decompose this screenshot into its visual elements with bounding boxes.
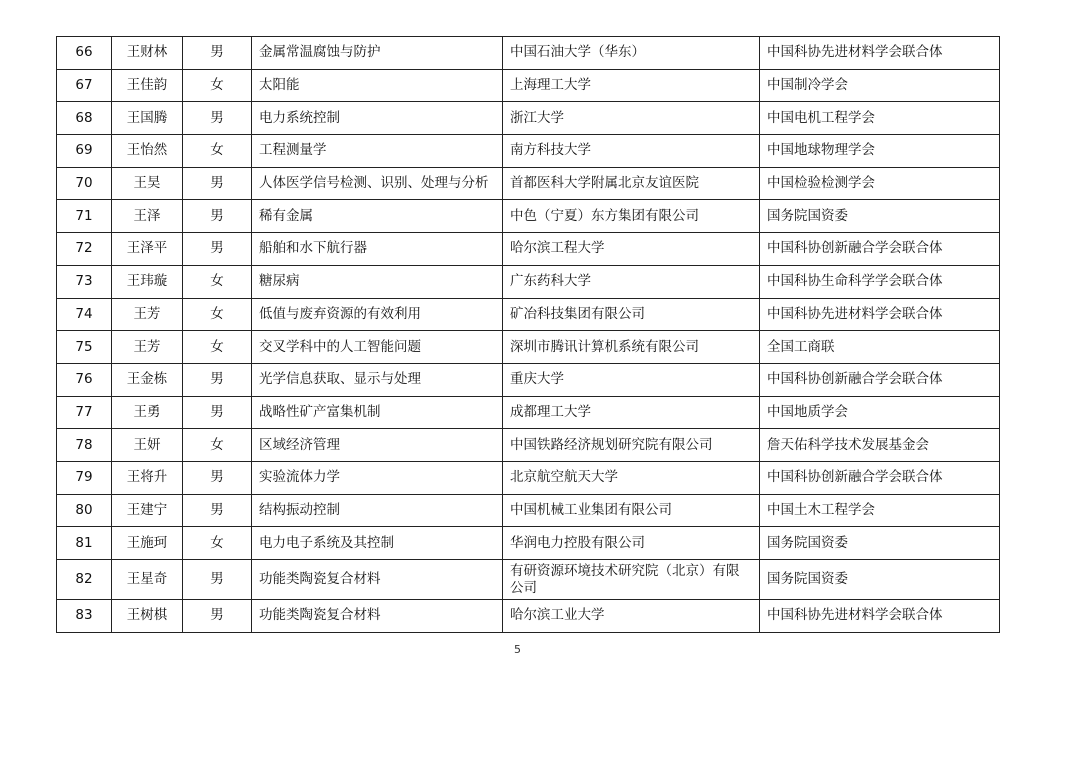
research-field: 功能类陶瓷复合材料 xyxy=(252,560,503,600)
table-row xyxy=(57,200,1000,233)
research-field: 糖尿病 xyxy=(252,265,503,298)
gender: 男 xyxy=(183,461,252,494)
work-unit: 中国铁路经济规划研究院有限公司 xyxy=(503,429,760,462)
nominating-body: 中国制冷学会 xyxy=(760,69,1000,102)
person-name: 王星奇 xyxy=(112,560,183,600)
research-field: 工程测量学 xyxy=(252,135,503,168)
table-row xyxy=(57,69,1000,102)
gender: 女 xyxy=(183,331,252,364)
row-number: 73 xyxy=(57,265,112,298)
person-name: 王怡然 xyxy=(112,135,183,168)
row-number: 79 xyxy=(57,461,112,494)
gender: 女 xyxy=(183,298,252,331)
table-row xyxy=(57,429,1000,462)
row-number: 77 xyxy=(57,396,112,429)
research-field: 人体医学信号检测、识别、处理与分析 xyxy=(252,167,503,200)
row-number: 82 xyxy=(57,560,112,600)
work-unit: 南方科技大学 xyxy=(503,135,760,168)
person-name: 王芳 xyxy=(112,331,183,364)
work-unit: 浙江大学 xyxy=(503,102,760,135)
person-name: 王国腾 xyxy=(112,102,183,135)
nominating-body: 国务院国资委 xyxy=(760,527,1000,560)
work-unit: 哈尔滨工程大学 xyxy=(503,233,760,266)
work-unit: 中国机械工业集团有限公司 xyxy=(503,494,760,527)
gender: 女 xyxy=(183,135,252,168)
research-field: 交叉学科中的人工智能问题 xyxy=(252,331,503,364)
nominating-body: 中国地质学会 xyxy=(760,396,1000,429)
candidate-table xyxy=(56,36,1000,633)
row-number: 78 xyxy=(57,429,112,462)
gender: 女 xyxy=(183,429,252,462)
row-number: 71 xyxy=(57,200,112,233)
work-unit: 首都医科大学附属北京友谊医院 xyxy=(503,167,760,200)
nominating-body: 全国工商联 xyxy=(760,331,1000,364)
table-row xyxy=(57,600,1000,633)
work-unit: 上海理工大学 xyxy=(503,69,760,102)
row-number: 80 xyxy=(57,494,112,527)
nominating-body: 国务院国资委 xyxy=(760,200,1000,233)
nominating-body: 中国科协先进材料学会联合体 xyxy=(760,600,1000,633)
person-name: 王建宁 xyxy=(112,494,183,527)
person-name: 王金栋 xyxy=(112,363,183,396)
research-field: 电力电子系统及其控制 xyxy=(252,527,503,560)
nominating-body: 中国科协先进材料学会联合体 xyxy=(760,37,1000,70)
research-field: 稀有金属 xyxy=(252,200,503,233)
gender: 男 xyxy=(183,102,252,135)
page-number: 5 xyxy=(514,643,521,656)
row-number: 69 xyxy=(57,135,112,168)
work-unit: 成都理工大学 xyxy=(503,396,760,429)
nominating-body: 中国地球物理学会 xyxy=(760,135,1000,168)
table-row xyxy=(57,527,1000,560)
table-row xyxy=(57,461,1000,494)
table-row xyxy=(57,102,1000,135)
gender: 男 xyxy=(183,233,252,266)
row-number: 74 xyxy=(57,298,112,331)
research-field: 光学信息获取、显示与处理 xyxy=(252,363,503,396)
table-row xyxy=(57,135,1000,168)
person-name: 王将升 xyxy=(112,461,183,494)
nominating-body: 中国科协创新融合学会联合体 xyxy=(760,363,1000,396)
row-number: 83 xyxy=(57,600,112,633)
person-name: 王玮璇 xyxy=(112,265,183,298)
table-row xyxy=(57,494,1000,527)
research-field: 电力系统控制 xyxy=(252,102,503,135)
work-unit: 有研资源环境技术研究院（北京）有限公司 xyxy=(503,560,760,600)
gender: 男 xyxy=(183,363,252,396)
row-number: 66 xyxy=(57,37,112,70)
gender: 女 xyxy=(183,265,252,298)
row-number: 75 xyxy=(57,331,112,364)
research-field: 实验流体力学 xyxy=(252,461,503,494)
research-field: 太阳能 xyxy=(252,69,503,102)
gender: 男 xyxy=(183,37,252,70)
research-field: 低值与废弃资源的有效利用 xyxy=(252,298,503,331)
gender: 女 xyxy=(183,69,252,102)
nominating-body: 詹天佑科学技术发展基金会 xyxy=(760,429,1000,462)
gender: 男 xyxy=(183,600,252,633)
row-number: 70 xyxy=(57,167,112,200)
research-field: 结构振动控制 xyxy=(252,494,503,527)
work-unit: 北京航空航天大学 xyxy=(503,461,760,494)
row-number: 72 xyxy=(57,233,112,266)
research-field: 战略性矿产富集机制 xyxy=(252,396,503,429)
person-name: 王芳 xyxy=(112,298,183,331)
nominating-body: 中国检验检测学会 xyxy=(760,167,1000,200)
person-name: 王勇 xyxy=(112,396,183,429)
person-name: 王妍 xyxy=(112,429,183,462)
person-name: 王泽平 xyxy=(112,233,183,266)
table-body xyxy=(57,37,1000,633)
gender: 男 xyxy=(183,560,252,600)
table-row xyxy=(57,396,1000,429)
nominating-body: 中国科协生命科学学会联合体 xyxy=(760,265,1000,298)
nominating-body: 国务院国资委 xyxy=(760,560,1000,600)
table-row xyxy=(57,363,1000,396)
nominating-body: 中国土木工程学会 xyxy=(760,494,1000,527)
gender: 男 xyxy=(183,494,252,527)
gender: 男 xyxy=(183,396,252,429)
person-name: 王树棋 xyxy=(112,600,183,633)
nominating-body: 中国科协先进材料学会联合体 xyxy=(760,298,1000,331)
research-field: 区域经济管理 xyxy=(252,429,503,462)
nominating-body: 中国科协创新融合学会联合体 xyxy=(760,461,1000,494)
work-unit: 华润电力控股有限公司 xyxy=(503,527,760,560)
work-unit: 重庆大学 xyxy=(503,363,760,396)
nominating-body: 中国电机工程学会 xyxy=(760,102,1000,135)
gender: 男 xyxy=(183,200,252,233)
person-name: 王施珂 xyxy=(112,527,183,560)
work-unit: 哈尔滨工业大学 xyxy=(503,600,760,633)
gender: 女 xyxy=(183,527,252,560)
person-name: 王昊 xyxy=(112,167,183,200)
table-row xyxy=(57,331,1000,364)
nominating-body: 中国科协创新融合学会联合体 xyxy=(760,233,1000,266)
table-row xyxy=(57,560,1000,600)
table-row xyxy=(57,167,1000,200)
table-row xyxy=(57,265,1000,298)
research-field: 船舶和水下航行器 xyxy=(252,233,503,266)
row-number: 81 xyxy=(57,527,112,560)
research-field: 功能类陶瓷复合材料 xyxy=(252,600,503,633)
gender: 男 xyxy=(183,167,252,200)
row-number: 76 xyxy=(57,363,112,396)
person-name: 王财林 xyxy=(112,37,183,70)
work-unit: 矿冶科技集团有限公司 xyxy=(503,298,760,331)
work-unit: 中色（宁夏）东方集团有限公司 xyxy=(503,200,760,233)
work-unit: 广东药科大学 xyxy=(503,265,760,298)
row-number: 68 xyxy=(57,102,112,135)
person-name: 王泽 xyxy=(112,200,183,233)
research-field: 金属常温腐蚀与防护 xyxy=(252,37,503,70)
table-row xyxy=(57,37,1000,70)
table-row xyxy=(57,233,1000,266)
row-number: 67 xyxy=(57,69,112,102)
work-unit: 深圳市腾讯计算机系统有限公司 xyxy=(503,331,760,364)
table-row xyxy=(57,298,1000,331)
person-name: 王佳韵 xyxy=(112,69,183,102)
work-unit: 中国石油大学（华东） xyxy=(503,37,760,70)
